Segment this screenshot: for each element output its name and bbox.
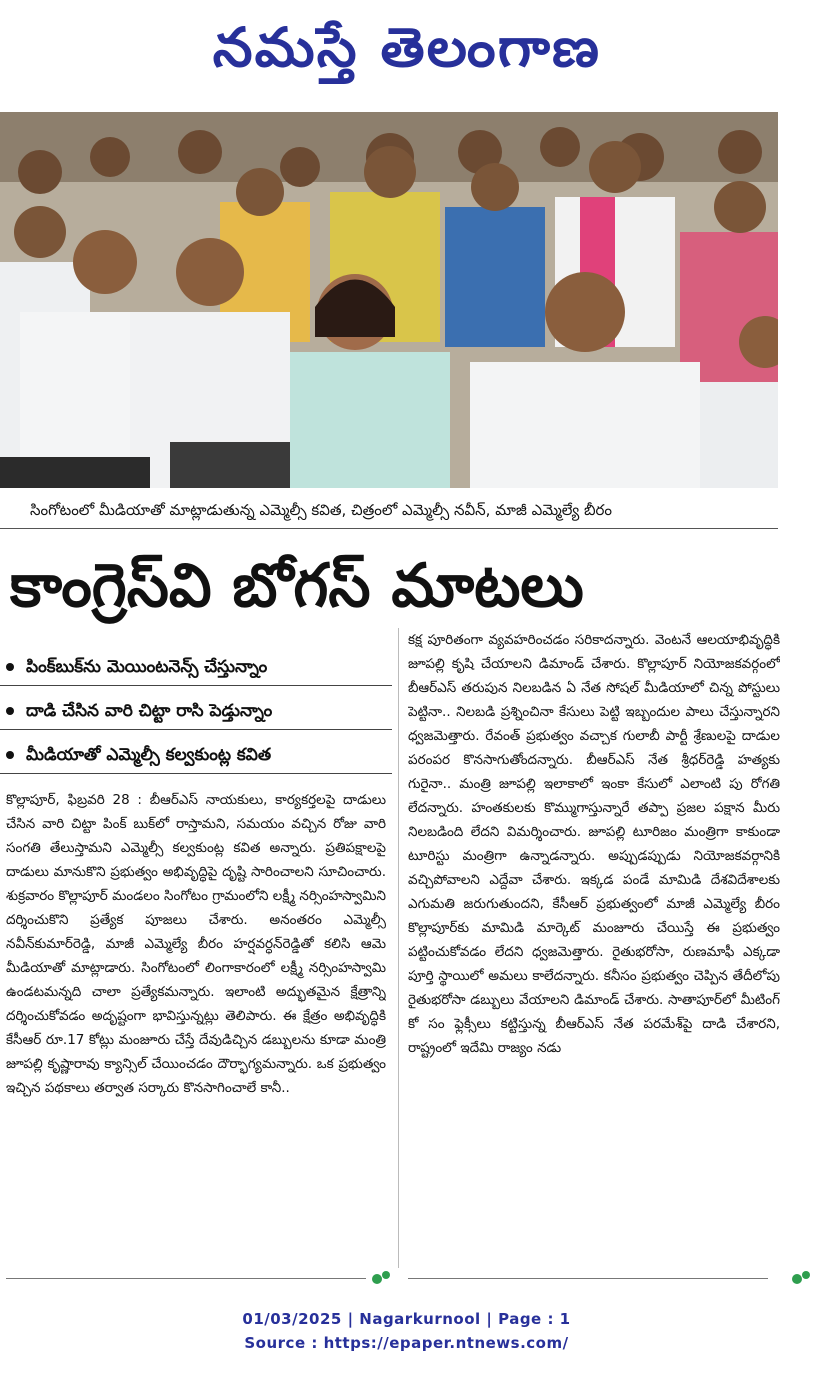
masthead [0,0,813,108]
edition-info: 01/03/2025 | Nagarkurnool | Page : 1 [242,1310,571,1328]
subheadline-text: దాడి చేసిన వారి చిట్టా రాసి పెడ్తున్నాం [26,701,273,721]
source-link[interactable]: Source : https://epaper.ntnews.com/ [244,1334,569,1352]
subheadline-text: మీడియాతో ఎమ్మెల్సీ కల్వకుంట్ల కవిత [26,745,272,765]
subheadline-list [0,648,392,780]
bullet-icon [6,707,14,715]
quote-end-icon [790,1265,812,1287]
newspaper-logo: నమస్తే తెలంగాణ [212,15,601,79]
column-end-rule [408,1278,768,1279]
bullet-icon [6,663,14,671]
article-body-right-column: కక్ష పూరితంగా వ్యవహరించడం సరికాదన్నారు. వెంటనే ఆలయాభివృద్ధికి జూపల్లి కృషి చేయాలని డిమాండ్ చేశారు. కొల్లాపూర్ నియోజకవర్గంలో బీఆర్ఎస్ తరుపున నిలబడిన ఏ నేత సోషల్ మీడియాలో చిన్న పోస్టులు పెట్టినా.. నిలబడి ప్రశ్నించినా కేసులు పెట్టి ఇబ్బందుల పాలు చేస్తున్నారని ధ్వజమెత్తారు. రేవంత్ ప్రభుత్వం వచ్చాక గులాబీ పార్టీ శ్రేణులపై దాడుల పరంపర కొనసాగుతోందన్నారు. బీఆర్ఎస్ నేత శ్రీధర్‌రెడ్డి హత్యకు గురైనా.. మంత్రి జూపల్లి ఇలాకాలో ఇంకా కేసులో ఎలాంటి పు రోగతి లేదన్నారు. హంతకులకు కొమ్ముగాస్తున్నారే తప్పా ప్రజల పక్షాన మీరు నిలబడింది లేదని విమర్శించారు. జూపల్లి టూరిజం మంత్రిగా కాకుండా టూరిస్టు మంత్రిగా ఉన్నాడన్నారు. అప్పుడప్పుడు నియోజకవర్గానికి వచ్చిపోవాలని ఎద్దేవా చేశారు. ఇక్కడ పండే మామిడి దేశవిదేశాలకు ఎగుమతి జరుగుతుందని, కేసీఆర్ ప్రభుత్వంలో మాజీ ఎమ్మెల్యే బీరం కొల్లాపూర్‌కు మామిడి మార్కెట్ మంజూరు చేయిస్తే ఈ ప్రభుత్వం పట్టించుకోవడం లేదని ధ్వజమెత్తారు. రైతుభరోసా, రుణమాఫీ ఎక్కడా పూర్తి స్థాయిలో అమలు కాలేదన్నారు. కనీసం ప్రభుత్వం చెప్పిన తేదీలోపు రైతుభరోసా డబ్బులు వేయాలని డిమాండ్ చేశారు. సాతాపూర్‌లో మీటింగ్ కో సం ఫ్లెక్సీలు కట్టిస్తున్న బీఆర్ఎస్ నేత పరమేశ్‌పై దాడి చేశారని, రాష్ట్రంలో ఇదేమి రాజ్యం నడు [408,632,780,1056]
caption-divider [0,528,778,529]
subheadline-text: పింక్‌బుక్‌ను మెయింటనెన్స్ చేస్తున్నాం [26,657,268,677]
quote-end-icon [370,1265,392,1287]
news-photo [0,112,778,488]
subheadline-item [0,692,392,730]
column-end-rule [6,1278,366,1279]
subheadline-item [0,648,392,686]
article-body-left-column: కొల్లాపూర్, ఫిబ్రవరి 28 : బీఆర్ఎస్ నాయకులు, కార్యకర్తలపై దాడులు చేసిన వారి చిట్టా పింక్ బుక్‌లో రాస్తామని, సమయం వచ్చిన రోజు వారి సంగతి తేలుస్తామని ఎమ్మెల్సీ కల్వకుంట్ల కవిత అన్నారు. ప్రతిపక్షాలపై దాడులు మానుకొని ప్రభుత్వం అభివృద్ధిపై దృష్టి సారించాలని సూచించారు. శుక్రవారం కొల్లాపూర్ మండలం సింగోటం గ్రామంలోని లక్ష్మీ నర్సింహస్వామిని దర్శించుకొని ప్రత్యేక పూజలు చేశారు. అనంతరం ఎమ్మెల్సీ నవీన్‌కుమార్‌రెడ్డి, మాజీ ఎమ్మెల్యే బీరం హర్షవర్ధన్‌రెడ్డితో కలిసి ఆమె మీడియాతో మాట్లాడారు. సింగోటంలో లింగాకారంలో లక్ష్మీ నర్సింహస్వామి ఉండటమన్నది చాలా ప్రత్యేకమన్నారు. ఇలాంటి అద్భుతమైన క్షేత్రాన్ని దర్శించుకోవడం అదృష్టంగా భావిస్తున్నట్లు తెలిపారు. ఈ క్షేత్రం అభివృద్ధికి కేసీఆర్ రూ.17 కోట్లు మంజూరు చేస్తే దేవుడిచ్చిన డబ్బులను కూడా మంత్రి జూపల్లి కృష్ణారావు క్యాన్సిల్ చేయించడం దౌర్భాగ్యమన్నారు. ఒక ప్రభుత్వం ఇచ్చిన పథకాలు తర్వాత సర్కారు కొనసాగించాలే కానీ.. [6,792,386,1096]
article-headline: కాంగ్రెస్‌వి బోగస్ మాటలు [10,551,584,621]
bullet-icon [6,751,14,759]
press-meet-photo [0,112,778,488]
photo-caption: సింగోటంలో మీడియాతో మాట్లాడుతున్న ఎమ్మెల్సీ కవిత, చిత్రంలో ఎమ్మెల్సీ నవీన్, మాజీ ఎమ్మెల్యే బీరం [30,501,613,519]
subheadline-item [0,736,392,774]
column-divider [398,628,399,1268]
